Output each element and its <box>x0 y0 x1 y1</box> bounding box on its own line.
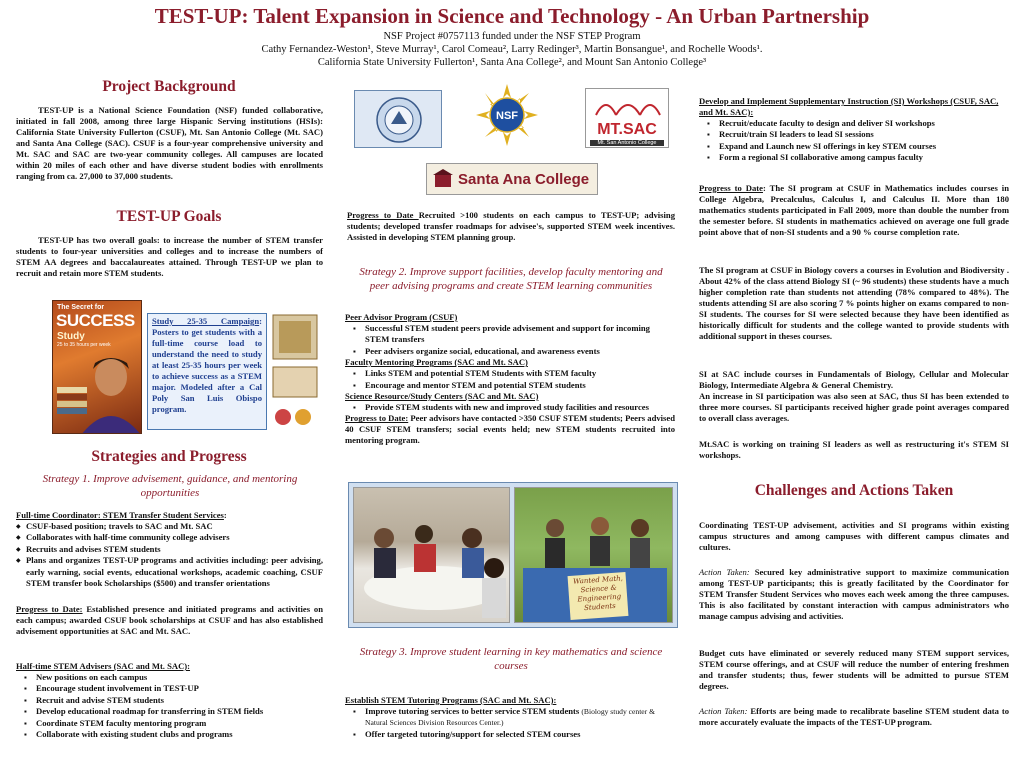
list-item: ▪ Links STEM and potential STEM Students with STEM faculty <box>345 368 675 379</box>
nsf-globe-icon <box>476 84 538 146</box>
progress1-body: Established presence and initiated programs and activities on each campus; awarded CSUF book scholarships at CSUF and has also established advisement opportunities at SAC and Mt. SAC. <box>16 604 323 636</box>
peer-list <box>345 323 675 357</box>
tutoring-list <box>345 706 675 740</box>
students-studying-icon <box>354 488 510 623</box>
list-item: ▪ Collaborate with existing student clubs and programs <box>16 729 323 740</box>
progress1-label: Progress to Date: <box>16 604 83 614</box>
progress2-text <box>345 413 675 446</box>
study-poster-image <box>52 300 142 434</box>
biology-si-text: The SI program at CSUF in Biology covers a courses in Evolution and Biodiversity . About 42% of the class attend Biology SI (~ 96 students) these students have a much higher completion rate than students not attending (78% compared to 48%). The students attending SI are also scoring 7 % points higher on exams compared to non-SI students. The courses for SI were selected because they have been identified as historically difficult for students and the college wanted to provide students with additional support in theses courses. <box>699 265 1009 341</box>
goals-text: TEST-UP has two overall goals: to increase the number of STEM transfer students to four-year universities and colleges and to increase the numbers of STEM AA degrees and baccalaureates attained. Through TEST-UP we plan to recruit and retain more STEM students. <box>16 235 323 278</box>
resource-label: Science Resource/Study Centers (SAC and Mt. SAC) <box>345 391 539 402</box>
peer-label: Peer Advisor Program (CSUF) <box>345 312 458 322</box>
action2-text <box>699 706 1009 728</box>
mtsac-arches-icon <box>586 89 670 117</box>
csuf-seal-logo <box>354 90 442 148</box>
fair-photo <box>514 487 673 623</box>
sac-logo <box>426 163 598 195</box>
progress-top-text <box>347 210 675 243</box>
strategy2-heading: Strategy 2. Improve support facilities, develop faculty mentoring and peer advising programs and create STEM learning communities <box>359 266 663 292</box>
poster-success-text: SUCCESS <box>56 311 135 330</box>
challenge1-text: Coordinating TEST-UP advisement, activities and SI programs within existing campus structures and among campuses with different campus climates and cultures. <box>699 520 1009 552</box>
project-line: NSF Project #0757113 funded under the NSF STEP Program <box>383 31 641 42</box>
list-item: ◆ Recruits and advises STEM students <box>6 544 323 555</box>
action1-text <box>699 567 1009 622</box>
advisers-label: Half-time STEM Advisers (SAC and Mt. SAC): <box>16 661 191 671</box>
action2-body: Efforts are being made to recalibrate baseline STEM student data to more accurately evaluate the impacts of the TEST-UP program. <box>699 706 1010 727</box>
si-progress-label: Progress to Date <box>699 183 763 193</box>
list-item: ▪ Encourage and mentor STEM and potential STEM students <box>345 380 675 391</box>
coordinator-label: Full-time Coordinator: STEM Transfer Student Services <box>16 510 224 520</box>
challenges-heading: Challenges and Actions Taken <box>754 482 954 499</box>
list-item: ▪ Offer targeted tutoring/support for selected STEM courses <box>345 729 675 740</box>
list-item: ◆ Collaborates with half-time community college advisers <box>6 532 323 543</box>
advisers-list <box>16 672 323 740</box>
photo-strip <box>348 482 678 628</box>
background-text: TEST-UP is a National Science Foundation (NSF) funded collaborative, initiated in fall 2008, among three large Hispanic Serving institutions (HSIs): California State University Fullerton (CSUF), Mt. San Antonio College (Mt. SAC) and Santa Ana College (SAC). CSUF is a four-year comprehensive university and Mt. SAC and SAC are two-year community colleges. All campuses are located within 20 miles of each other and have diverse student bodies with enrollments ranging from ca. 27,000 to 37,000 students. <box>16 105 323 181</box>
list-item: ▪ Peer advisers organize social, educational, and awareness events <box>345 346 675 357</box>
poster-title: TEST-UP: Talent Expansion in Science and Technology - An Urban Partnership <box>154 4 870 28</box>
poster-top-text: The Secret for <box>57 304 105 311</box>
faculty-list <box>345 368 675 391</box>
progress2-label: Progress to Date: <box>345 413 409 424</box>
challenge2-text: Budget cuts have eliminated or severely reduced many STEM support services, STEM course offerings, and at CSUF will reduce the number of entering freshmen and transfer students; thus, fewer students will be admitted to pursue STEM degrees. <box>699 648 1009 691</box>
si-section <box>699 96 1009 164</box>
campaign-label: Study 25-35 Campaign <box>152 316 260 326</box>
mtsac-name: MT.SAC <box>597 121 657 138</box>
list-item: ▪ Recruit and advise STEM students <box>16 695 323 706</box>
advisers-section <box>16 661 323 740</box>
poster-tagline: 25 to 35 hours per week <box>57 342 111 348</box>
background-heading: Project Background <box>102 78 236 95</box>
sac-si-text: SI at SAC include courses in Fundamentals of Biology, Cellular and Molecular Biology, Intermediate Algebra & General Chemistry. An increase in SI participation was also seen at SAC, thus SI has been extended to three more courses. SI participants received higher grade point averages compared to overall class averages. <box>699 369 1009 423</box>
sac-name: Santa Ana College <box>458 170 590 188</box>
wanted-sign: Wanted Math, Science & Engineering Students <box>572 574 624 613</box>
strategy3-heading: Strategy 3. Improve student learning in key mathematics and science courses <box>359 646 663 672</box>
campus-seals-icon <box>269 313 321 433</box>
list-item <box>345 706 675 729</box>
student-portrait-icon <box>53 347 142 434</box>
campaign-text: : Posters to get students with a full-time course load to understand the need to study at least 25-35 hours per week to achieve success as a STEM major. Modeled after a Cal Poly San Luis Obispo program. <box>152 316 262 414</box>
si-progress-text <box>699 183 1009 238</box>
campaign-box <box>147 313 267 430</box>
list-item: ▪ Recruit/educate faculty to design and deliver SI workshops <box>699 118 1009 129</box>
si-list <box>699 118 1009 164</box>
resource-list <box>345 402 675 413</box>
action1-label: Action Taken: <box>699 567 750 577</box>
progress1-text <box>16 604 323 637</box>
list-item: ▪ New positions on each campus <box>16 672 323 683</box>
nsf-logo <box>476 84 538 146</box>
si-progress-body: : The SI program at CSUF in Mathematics includes courses in College Algebra, Precalculus, Calculus I, and Calculus II. More than 180 mathematics students participated in Fall 2009, more than double the number from the semester before. SI students in mathematics achieved on average one full grade point above that of non-SI students and a 90 % course completion rate. <box>699 183 1009 237</box>
progress-top-label: Progress to Date <box>347 210 419 220</box>
list-item: ▪ Expand and Launch new SI offerings in key STEM courses <box>699 141 1009 152</box>
authors-line: Cathy Fernandez-Weston¹, Steve Murray¹, Carol Comeau², Larry Redinger³, Martin Bonsangue¹, and Rochelle Woods¹. <box>261 44 763 55</box>
list-item: ◆ CSUF-based position; travels to SAC and Mt. SAC <box>6 521 323 532</box>
list-item: ▪ Encourage student involvement in TEST-UP <box>16 683 323 694</box>
tutoring-section <box>345 695 675 740</box>
mtsac-logo <box>585 88 669 148</box>
list-item: ▪ Coordinate STEM faculty mentoring program <box>16 718 323 729</box>
si-label: Develop and Implement Supplementary Instruction (SI) Workshops (CSUF, SAC, and Mt. SAC): <box>699 96 999 117</box>
action1-body: Secured key administrative support to maximize communication among TEST-UP participants; this is greatly facilitated by the Coordinator for STEM Transfer Student Services who moves each week among the three campuses. This is also facilitated by constant interaction with campus administrators who manage campus advising and activities. <box>699 567 1010 621</box>
mtsac-sub: Mt. San Antonio College <box>590 140 664 146</box>
nsf-logo-text: NSF <box>496 110 518 122</box>
tutoring-item1-note: (Biology study center & Natural Sciences Division Resources Center.) <box>365 707 656 728</box>
list-item: ▪ Recruit/train SI leaders to lead SI sessions <box>699 129 1009 140</box>
goals-heading: TEST-UP Goals <box>116 208 222 225</box>
progress-top-body: Recruited >100 students on each campus to TEST-UP; advising students; developed transfer roadmaps for advisee's, supported STEM week incentives. Assisted in developing STEM planning group. <box>347 210 675 242</box>
institutions-line: California State University Fullerton¹, Santa Ana College², and Mount San Antonio College³ <box>317 57 707 68</box>
poster-study-text: Study <box>57 331 85 342</box>
strategy2-section <box>345 312 675 446</box>
list-item: ▪ Develop educational roadmap for transferring in STEM fields <box>16 706 323 717</box>
csuf-seal-icon <box>355 91 443 149</box>
mtsac-si-text: Mt.SAC is working on training SI leaders as well as restructuring it's STEM SI workshops. <box>699 439 1009 460</box>
list-item: ▪ Provide STEM students with new and improved study facilities and resources <box>345 402 675 413</box>
progress2-body: Peer advisors have contacted >350 CSUF STEM students; Peers advised 40 CSUF STEM transfers; social events held; new STEM students recruited into mentoring program. <box>345 413 675 446</box>
action2-label: Action Taken: <box>699 706 748 716</box>
coordinator-section: Full-time Coordinator: STEM Transfer Student Services: ◆ CSUF-based position; travels to SAC and Mt. SAC ◆ Collaborates with half-time community college advisers ◆ Recruits and advises STEM students ◆ Plans and organizes TEST-UP programs and activities including: peer advising, early warning, social events, educational workshops, academic coaching, CSUF STEM transfer book Scholarships ($500) and transfer orientations <box>16 510 323 589</box>
tutoring-label: Establish STEM Tutoring Programs (SAC and Mt. SAC): <box>345 695 557 705</box>
tutoring-photo <box>353 487 510 623</box>
strategy1-heading: Strategy 1. Improve advisement, guidance, and mentoring opportunities <box>42 473 298 499</box>
list-item: ▪ Successful STEM student peers provide advisement and support for incoming STEM transfers <box>345 323 675 346</box>
sac-building-icon <box>433 169 453 189</box>
list-item: ▪ Form a regional SI collaborative among campus faculty <box>699 152 1009 163</box>
coordinator-list <box>6 521 323 589</box>
list-item: ◆ Plans and organizes TEST-UP programs and activities including: peer advising, early warning, social events, educational workshops, academic coaching, CSUF STEM transfer book Scholarships ($500) and transfer orientations <box>6 555 323 589</box>
faculty-label: Faculty Mentoring Programs (SAC and Mt. SAC) <box>345 357 528 368</box>
tutoring-item1-text: Improve tutoring services to better service STEM students <box>365 706 582 716</box>
strategies-heading: Strategies and Progress <box>91 448 247 465</box>
